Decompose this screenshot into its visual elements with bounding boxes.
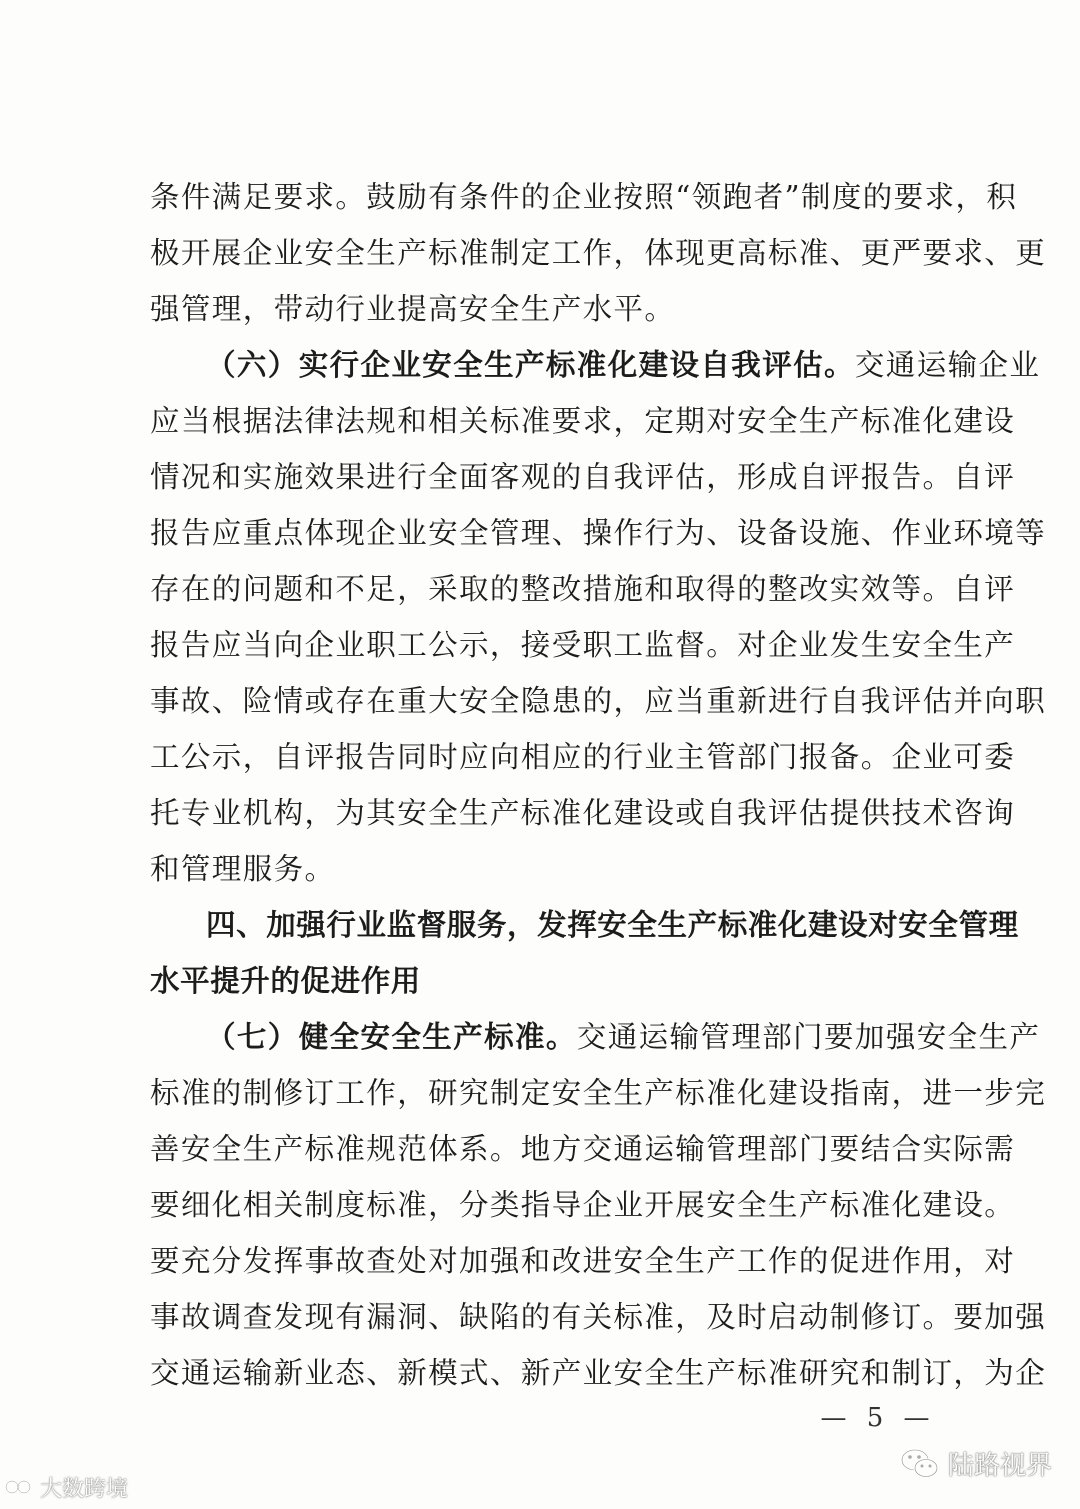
section-heading-seven bbox=[206, 1017, 1041, 1057]
text-line: 应当根据法律法规和相关标准要求，定期对安全生产标准化建设 bbox=[150, 404, 1016, 438]
watermark-left-label: 大数跨境 bbox=[40, 1476, 129, 1502]
text-line: 要细化相关制度标准，分类指导企业开展安全生产标准化建设。 bbox=[150, 1188, 1016, 1222]
text-line: 善安全生产标准规范体系。地方交通运输管理部门要结合实际需 bbox=[150, 1132, 1016, 1166]
text-line: 事故、险情或存在重大安全隐患的，应当重新进行自我评估并向职 bbox=[150, 684, 1047, 718]
text-line: 情况和实施效果进行全面客观的自我评估，形成自评报告。自评 bbox=[150, 460, 1016, 494]
subsection-title: （七）健全安全生产标准。 bbox=[206, 1020, 577, 1054]
page-number: — 5 — bbox=[820, 1403, 936, 1433]
text-line: 存在的问题和不足，采取的整改措施和取得的整改实效等。自评 bbox=[150, 572, 1016, 606]
text-line: 事故调查发现有漏洞、缺陷的有关标准，及时启动制修订。要加强 bbox=[150, 1300, 1047, 1334]
wechat-icon bbox=[900, 1446, 940, 1480]
text-line: 报告应重点体现企业安全管理、操作行为、设备设施、作业环境等 bbox=[150, 516, 1047, 550]
watermark-left bbox=[4, 1470, 128, 1504]
watermark-right-label: 陆路视界 bbox=[948, 1450, 1053, 1481]
text-line: 和管理服务。 bbox=[150, 852, 336, 886]
section-heading-four-cont: 水平提升的促进作用 bbox=[150, 964, 421, 998]
text-line: 交通运输新业态、新模式、新产业安全生产标准研究和制订，为企 bbox=[150, 1356, 1047, 1390]
text-line: 报告应当向企业职工公示，接受职工监督。对企业发生安全生产 bbox=[150, 628, 1016, 662]
text-line: 工公示，自评报告同时应向相应的行业主管部门报备。企业可委 bbox=[150, 740, 1016, 774]
watermark-right bbox=[900, 1440, 1052, 1486]
section-heading-six bbox=[206, 345, 1041, 385]
text-line: 托专业机构，为其安全生产标准化建设或自我评估提供技术咨询 bbox=[150, 796, 1016, 830]
text-run: 交通运输管理部门要加强安全生产 bbox=[576, 1020, 1041, 1054]
text-line: 强管理，带动行业提高安全生产水平。 bbox=[150, 292, 676, 326]
text-line: 要充分发挥事故查处对加强和改进安全生产工作的促进作用，对 bbox=[150, 1244, 1016, 1278]
subsection-title: （六）实行企业安全生产标准化建设自我评估。 bbox=[206, 348, 855, 382]
section-heading-four: 四、加强行业监督服务，发挥安全生产标准化建设对安全管理 bbox=[206, 908, 1019, 942]
text-line: 极开展企业安全生产标准制定工作，体现更高标准、更严要求、更 bbox=[150, 236, 1047, 270]
text-line: 条件满足要求。鼓励有条件的企业按照“领跑者”制度的要求，积 bbox=[150, 180, 1018, 214]
text-run: 交通运输企业 bbox=[854, 348, 1041, 382]
brand-logo-icon bbox=[4, 1475, 34, 1499]
text-line: 标准的制修订工作，研究制定安全生产标准化建设指南，进一步完 bbox=[150, 1076, 1047, 1110]
